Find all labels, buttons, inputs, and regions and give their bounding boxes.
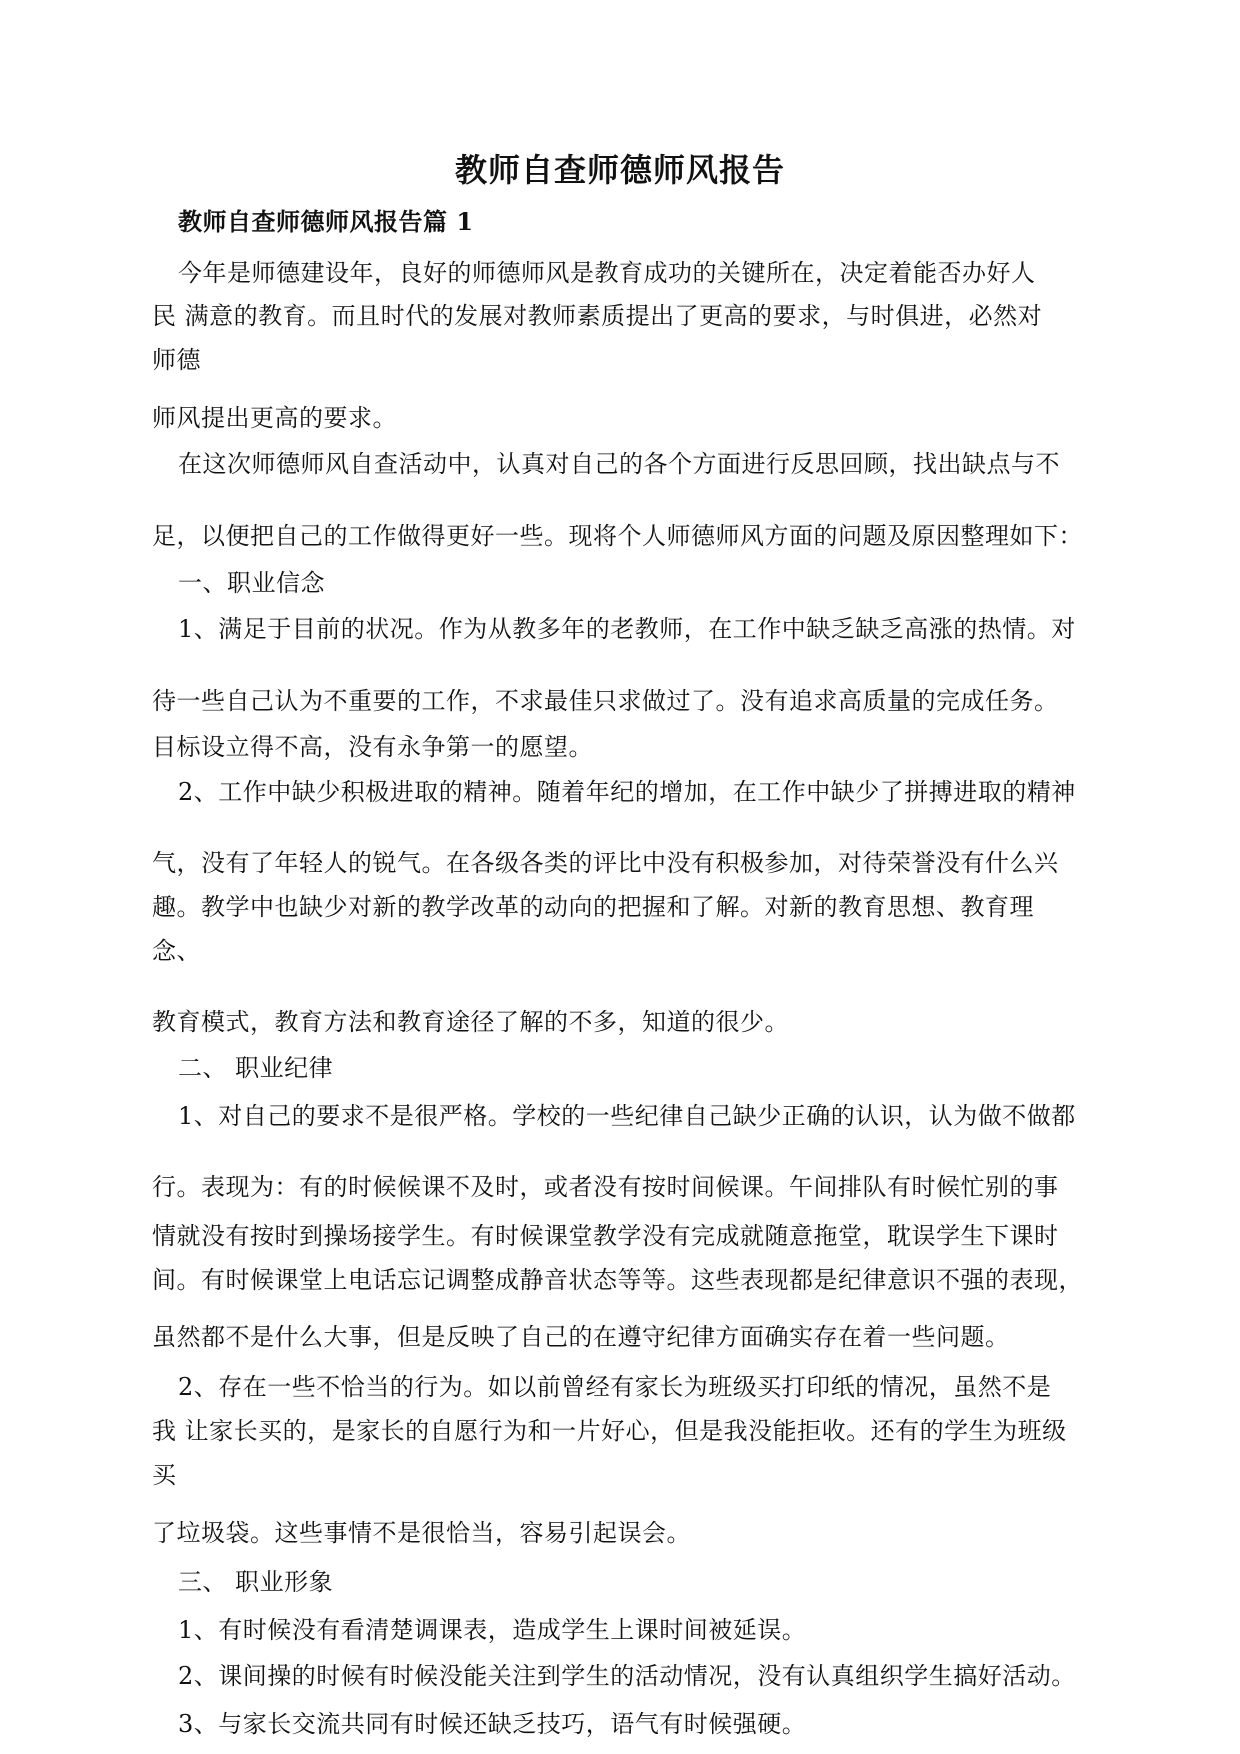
paragraph-line: 我 让家长买的，是家长的自愿行为和一片好心，但是我没能拒收。还有的学生为班级 [152, 1417, 1067, 1445]
paragraph-line: 待一些自己认为不重要的工作，不求最佳只求做过了。没有追求高质量的完成任务。 [152, 687, 1059, 715]
paragraph-line: 2、工作中缺少积极进取的精神。随着年纪的增加，在工作中缺少了拼搏进取的精神 [178, 778, 1076, 806]
paragraph-line: 目标设立得不高，没有永争第一的愿望。 [152, 733, 593, 761]
paragraph-line: 行。表现为：有的时候候课不及时，或者没有按时间候课。午间排队有时候忙别的事 [152, 1173, 1059, 1201]
paragraph-line: 1、有时候没有看清楚调课表，造成学生上课时间被延误。 [178, 1616, 807, 1644]
paragraph-line: 1、对自己的要求不是很严格。学校的一些纪律自己缺少正确的认识，认为做不做都 [178, 1102, 1076, 1130]
paragraph-line: 3、与家长交流共同有时候还缺乏技巧，语气有时候强硬。 [178, 1710, 807, 1738]
paragraph-line: 师德 [152, 346, 201, 374]
paragraph-line: 三、 职业形象 [178, 1568, 334, 1596]
paragraph-line: 了垃圾袋。这些事情不是很恰当，容易引起误会。 [152, 1519, 691, 1547]
paragraph-line: 虽然都不是什么大事，但是反映了自己的在遵守纪律方面确实存在着一些问题。 [152, 1323, 1010, 1351]
paragraph-line: 民 满意的教育。而且时代的发展对教师素质提出了更高的要求，与时俱进，必然对 [152, 302, 1043, 330]
paragraph-line: 一、职业信念 [178, 569, 325, 597]
paragraph-line: 足，以便把自己的工作做得更好一些。现将个人师德师风方面的问题及原因整理如下： [152, 522, 1083, 550]
paragraph-line: 气，没有了年轻人的锐气。在各级各类的评比中没有积极参加，对待荣誉没有什么兴 [152, 849, 1059, 877]
document-title: 教师自查师德师风报告 [454, 151, 785, 189]
paragraph-line: 教育模式，教育方法和教育途径了解的不多，知道的很少。 [152, 1008, 789, 1036]
paragraph-line: 二、 职业纪律 [178, 1054, 334, 1082]
section-heading: 教师自查师德师风报告篇 1 [178, 207, 474, 236]
paragraph-line: 买 [152, 1461, 177, 1489]
paragraph-line: 今年是师德建设年，良好的师德师风是教育成功的关键所在，决定着能否办好人 [178, 259, 1036, 287]
paragraph-line: 2、课间操的时候有时候没能关注到学生的活动情况，没有认真组织学生搞好活动。 [178, 1662, 1076, 1690]
paragraph-line: 师风提出更高的要求。 [152, 404, 397, 432]
paragraph-line: 趣。教学中也缺少对新的教学改革的动向的把握和了解。对新的教育思想、教育理 [152, 893, 1034, 921]
paragraph-line: 间。有时候课堂上电话忘记调整成静音状态等等。这些表现都是纪律意识不强的表现， [152, 1266, 1083, 1294]
paragraph-line: 情就没有按时到操场接学生。有时候课堂教学没有完成就随意拖堂，耽误学生下课时 [152, 1222, 1059, 1250]
paragraph-line: 1、满足于目前的状况。作为从教多年的老教师，在工作中缺乏缺乏高涨的热情。对 [178, 615, 1076, 643]
paragraph-line: 在这次师德师风自查活动中，认真对自己的各个方面进行反思回顾，找出缺点与不 [178, 450, 1060, 478]
paragraph-line: 2、存在一些不恰当的行为。如以前曾经有家长为班级买打印纸的情况，虽然不是 [178, 1373, 1052, 1401]
paragraph-line: 念、 [152, 937, 201, 965]
